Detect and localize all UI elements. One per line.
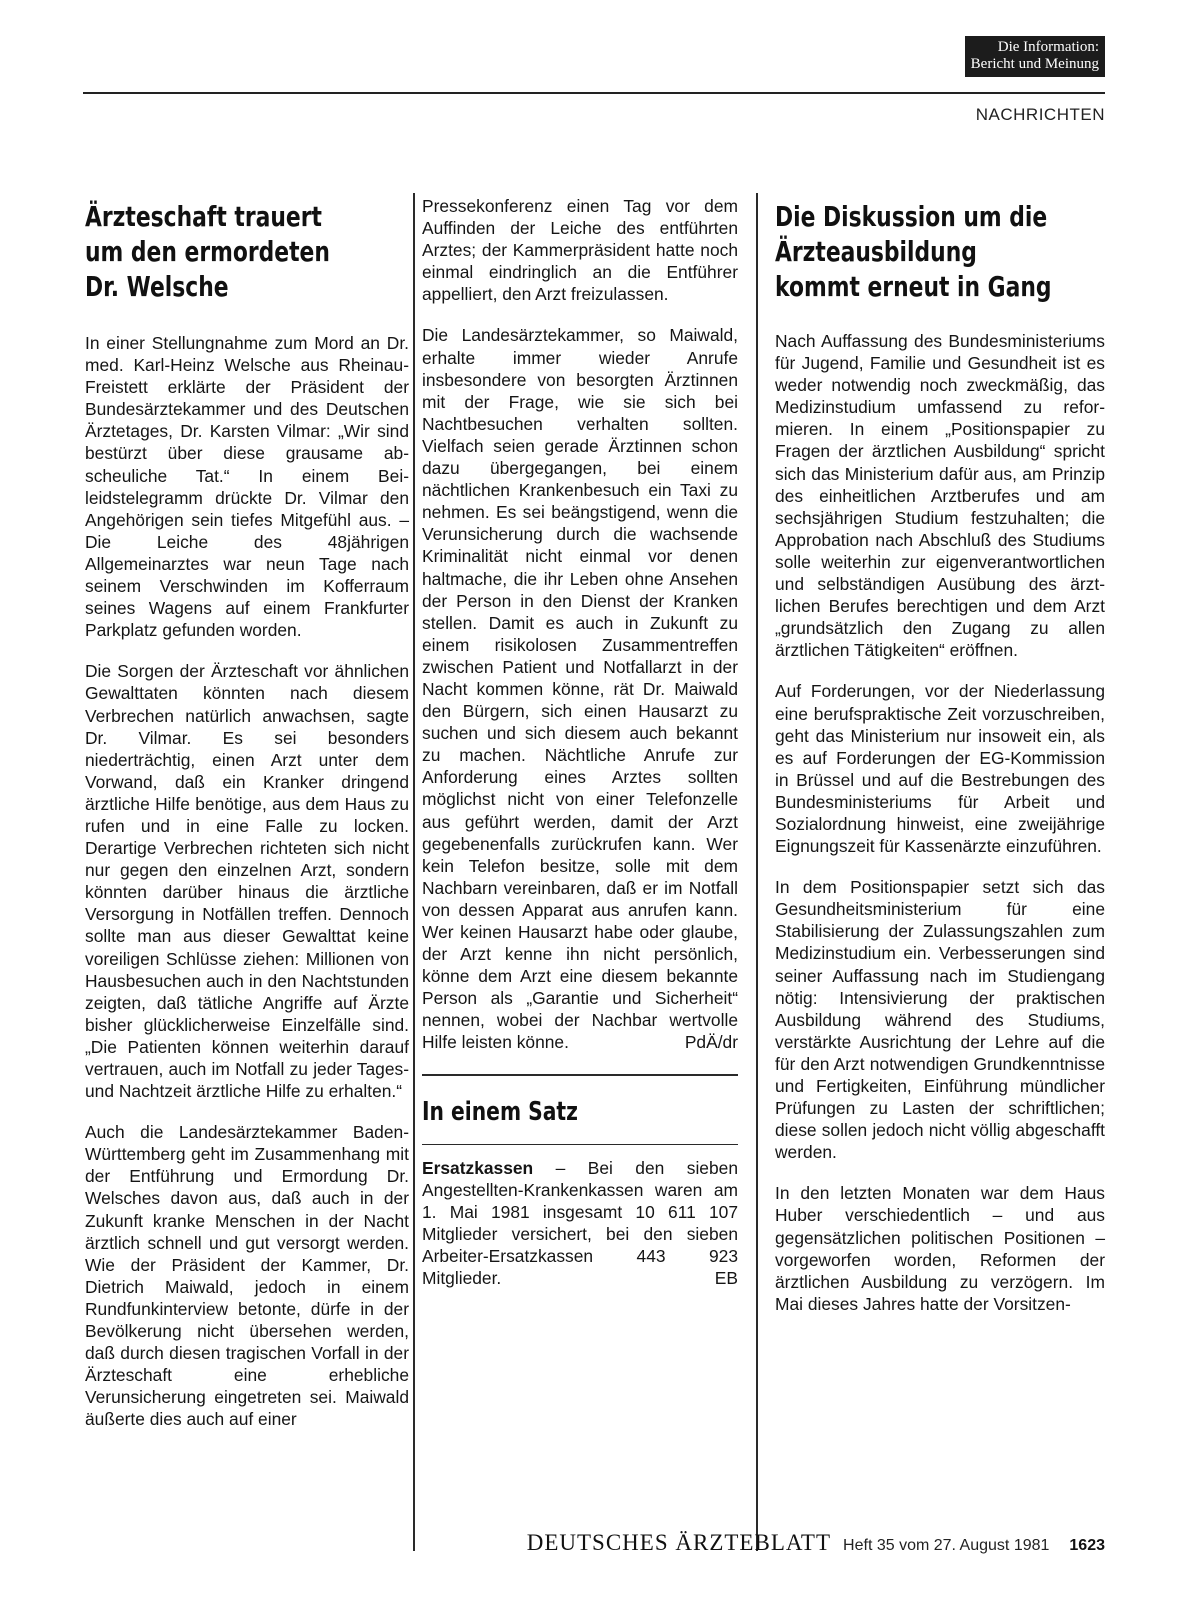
brief-heading: In einem Satz [422,1096,578,1127]
paragraph: Nach Auffassung des Bundesministeriums für Jugend, Familie und Gesundheit ist es weder notwendig noch zweckmäßig, das Medizinstudium umfassend zu reformieren. In einem „Positionspapier zu Fragen der ärztlichen Ausbildung“ spricht sich das Ministerium dafür aus, am Prinzip des einheitlichen Arztberufes und am sechsjährigen Studium festzuhalten; die Approbation nach Abschluß des Studiums solle weiterhin zur eigenverantwortlichen und selbständigen Ausübung des ärztlichen Berufes berechtigen und dem Arzt „grundsätzlich den Zugang zu allen ärztlichen Tätigkeiten“ eröffnen. [775,331,1105,661]
headline-line: um den ermordeten [85,235,330,268]
article-1-body-part-2 [422,195,738,1054]
article-1-body-part-1 [85,332,409,1431]
column-rule-1 [413,193,415,1551]
brief-body [422,1157,738,1290]
paragraph-last [422,324,738,1053]
column-3 [775,195,1105,1315]
headline-line: Die Diskussion um die [775,200,1048,233]
article-1-headline [85,199,408,304]
issue-info: Heft 35 vom 27. August 1981 [843,1537,1050,1554]
headline-line: Dr. Welsche [85,270,229,303]
header-rule [83,92,1105,94]
brief-rule-bottom [422,1144,738,1145]
article-1-signature: PdÄ/dr [684,1032,738,1053]
paragraph: Auf Forderungen, vor der Niederlassung eine berufspraktische Zeit vorzuschreiben, geht das Ministerium nur insoweit ein, als es auf Forderungen der EG-Kommission in Brüssel und auf die Bestrebungen des Bundesministeriums für Arbeit und Sozialordnung hinweist, eine zweijährige Eignungszeit für Kassenärzte einzuführen. [775,681,1105,857]
brief-signature: EB [714,1268,738,1289]
headline-line: Ärzteschaft trauert [85,200,322,233]
section-label: NACHRICHTEN [975,105,1105,124]
page-number: 1623 [1069,1537,1105,1554]
badge-line-1: Die Information: [997,39,1099,55]
section-badge [965,36,1105,77]
article-2-headline [775,199,1104,304]
article-2-body [775,330,1105,1315]
paragraph-continued: Pressekonferenz einen Tag vor dem Auffinden der Leiche des entführten Arztes; der Kammerpräsident hatte noch einmal eindringlich an die Entführer appelliert, den Arzt freizulassen. [422,196,738,305]
headline-line: kommt erneut in Gang [775,270,1052,303]
paragraph: Die Sorgen der Ärzteschaft vor ähnlichen Gewalttaten könnten nach diesem Verbrechen natürlich anwachsen, sagte Dr. Vilmar. Es sei besonders niederträchtig, einen Arzt unter dem Vorwand, daß ein Kranker dringend ärztliche Hilfe benötige, aus dem Haus zu rufen und in eine Falle zu locken. Derartige Verbrechen richteten sich nicht nur gegen den einzelnen Arzt, sondern könnten darüber hinaus die ärztliche Versorgung in Notfällen treffen. Dennoch sollte man aus dieser Gewalttat keine voreiligen Schlüsse ziehen: Millionen von Hausbesuchen auch in den Nachtstunden zeigten, daß tätliche Angriffe auf Ärzte bisher glücklicherweise Einzelfälle sind. „Die Patienten können weiterhin darauf vertrauen, auch im Notfall zu jeder Tages- und Nachtzeit ärztliche Hilfe zu erhalten.“ [85,661,409,1102]
headline-line: Ärzteausbildung [775,235,977,268]
masthead: DEUTSCHES ÄRZTEBLATT [526,1530,832,1555]
column-2 [422,195,738,1289]
brief-keyword: Ersatzkassen [422,1157,534,1178]
paragraph-split: Auch die Landesärztekammer Baden-Württemberg geht im Zusammenhang mit der Entführung und Ermordung Dr. Welsches davon aus, daß auch in der Zukunft kranke Menschen in der Nacht ärztlich schnell und gut versorgt werden. Wie der Präsident der Kammer, Dr. Dietrich Maiwald, jedoch in einem Rundfunkinterview betonte, dürfe in der Bevölkerung nicht übersehen werden, daß durch diesen tragischen Vorfall in der Ärzteschaft eine erhebliche Verunsicherung eingetreten sei. Maiwald äußerte dies auch auf einer [85,1122,409,1430]
brief-paragraph [422,1157,738,1290]
brief-rule-top [422,1074,738,1076]
paragraph-text: Die Landesärztekammer, so Maiwald, erhalte immer wieder Anrufe insbesondere von besorgten Ärztinnen mit der Frage, wie sie sich bei Nachtbesuchen verhalten sollten. Vielfach seien gerade Ärztinnen schon dazu übergegangen, bei einem nächtlichen Krankenbesuch ein Taxi zu nehmen. Es sei beängstigend, wenn die Verunsicherung durch die wachsende Kriminalität nicht einmal vor denen haltmache, die ihr Leben ohne Ansehen der Person in den Dienst der Kranken stellen. Damit es auch in Zukunft zu einem risikolosen Zusammentreffen zwischen Patient und Notfallarzt in der Nacht kommen könne, rät Dr. Maiwald den Bürgern, sich einen Hausarzt zu suchen und sich diesem auch bekannt zu machen. Nächtliche Anrufe zur Anforderung eines Arztes sollten möglichst nicht von einer Telefonzelle aus geführt werden, damit der Arzt gegebenenfalls zurückrufen kann. Wer kein Telefon besitze, solle mit dem Nachbarn vereinbaren, daß er im Notfall von dessen Apparat aus anrufen kann. Wer keinen Hausarzt habe oder glaube, der Arzt kenne ihn nicht persönlich, könne dem Arzt eine diesem bekannte Person als „Garantie und Sicherheit“ nennen, wobei der Nachbar wertvolle Hilfe leisten könne. [422,325,738,1053]
paragraph: In einer Stellungnahme zum Mord an Dr. med. Karl-Heinz Welsche aus Rheinau-Freistett erklärte der Präsident der Bundesärztekammer und des Deutschen Ärztetages, Dr. Karsten Vilmar: „Wir sind bestürzt über diese grausame abscheuliche Tat.“ In einem Beileidstelegramm drückte Dr. Vilmar den Angehörigen sein tiefes Mitgefühl aus. – Die Leiche des 48jährigen Allgemeinarztes war neun Tage nach seinem Verschwinden im Kofferraum seines Wagens auf einem Frankfurter Parkplatz gefunden worden. [85,333,409,641]
paragraph: In dem Positionspapier setzt sich das Gesundheitsministerium für eine Stabilisierung der Zulassungszahlen zum Medizinstudium ein. Verbesserungen sind seiner Auffassung nach im Studiengang nötig: Intensivierung der praktischen Ausbildung während des Studiums, verstärkte Ausrichtung der Lehre auf die für den Arzt notwendigen Grundkenntnisse und Fertigkeiten, Einführung mündlicher Prüfungen zu Lasten der schriftlichen; diese sollen jedoch nicht völlig abgeschafft werden. [775,877,1105,1163]
column-1 [85,195,409,1431]
badge-line-2: Bericht und Meinung [970,56,1099,72]
paragraph: In den letzten Monaten war dem Haus Huber verschiedentlich – und aus gegensätzlichen politischen Positionen – vorgeworfen worden, Reformen der ärztlichen Ausbildung zu verzögern. Im Mai dieses Jahres hatte der Vorsitzen- [775,1183,1105,1314]
brief-text: – Bei den sieben Angestellten-Krankenkassen waren am 1. Mai 1981 insgesamt 10 611 107 Mitglieder versichert, bei den sieben Arbeiter-Ersatzkassen 443 923 Mitglieder. [422,1157,738,1289]
page-footer [527,1530,1105,1556]
column-rule-2 [756,193,758,1551]
